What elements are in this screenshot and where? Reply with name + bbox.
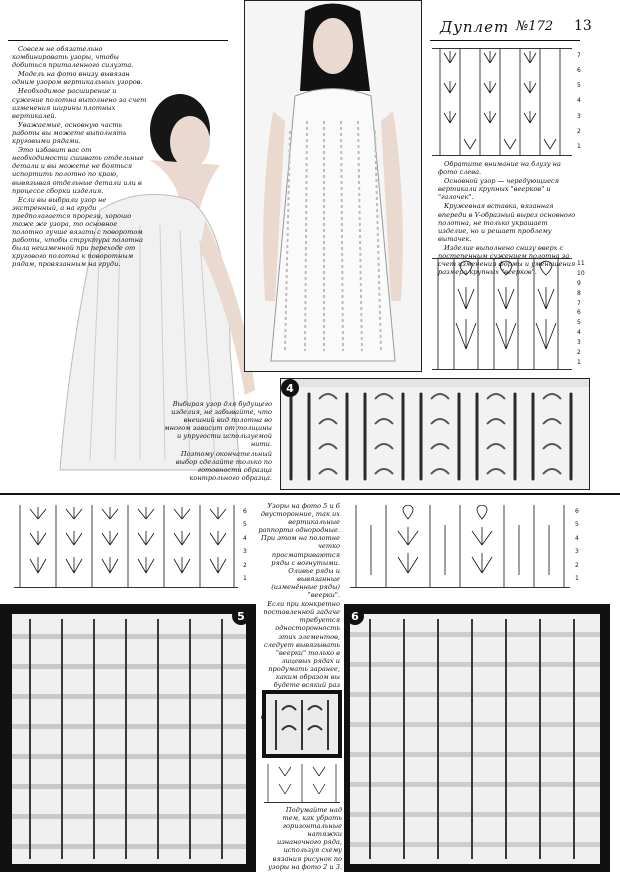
model-photo-center [244,0,422,372]
small-swatch-photo [262,690,342,758]
row-number: 1 [577,358,581,366]
small-caption [262,806,342,872]
crochet-chart-bottom-right [350,505,570,588]
paragraph: Это избавит вас от необходимости сшивать отдельные детали и вы можете не бояться испортить полотно по краю, вывязывая отдельные детали или в процессе сборки изделия. [12,146,144,195]
paragraph: Узоры на фото 5 и 6 двусторонние, так их вертикальные раппорта однородные. При этом на полотне четко просматриваются ряды с вогнутыми. Оливье ряды и вывязанные (изменённые ряды) "веерки". [258,502,340,600]
paragraph: Основной узор — чередующиеся вертикали крупных "веерков" и "галочек". [438,177,560,202]
paragraph: Совсем не обязательно комбинировать узоры, чтобы добиться приталенного силуэта. [12,45,134,70]
issue-number: №172 [516,19,554,34]
magazine-title: Дуплет [440,18,510,36]
row-number: 2 [577,127,581,135]
paragraph: Необходимое расширение и сужение полотна выполнено за счет изменения ширины плотных вертикалей. [12,87,147,120]
row-number: 3 [577,339,581,347]
swatch-photo-5 [0,604,256,872]
paragraph: Обратите внимание на блузу на фото слева. [438,160,561,177]
row-number: 7 [577,52,581,59]
row-number: 2 [575,561,579,569]
crochet-chart-top [432,48,572,156]
row-number: 4 [575,534,579,542]
row-number: 4 [243,534,247,542]
swatch-4-badge: 4 [281,379,299,397]
row-number: 5 [243,521,247,529]
paragraph: Кружевная вставка, вязанная впереди в V-образный вырез основного полотна, не только украшает изделие, но и решает проблему вытачек. [438,202,576,243]
row-number: 3 [243,548,247,556]
paragraph: Выбирая узор для будущего изделия, не забывайте, что внешний вид полотна во многом зависит от толщины и упругости используемой нити. [164,400,272,449]
row-number: 5 [577,319,581,327]
section-divider [0,493,620,495]
row-number: 6 [243,508,247,515]
row-number: 7 [577,299,581,307]
small-crochet-chart [264,764,340,803]
paragraph: Изделие выполнено снизу вверх с постепенным сужением полотна за счет изменения формы и уменьшения размера крупных "веерков". [438,243,576,277]
swatch-photo-4 [280,378,590,490]
page-number: 13 [574,18,592,34]
row-number: 8 [577,289,581,297]
row-number: 9 [577,279,581,287]
paragraph: Если при конкретно поставленной задаче требуется односторонность этих элементов, следует вывязывать "веерки" только в лицевых рядах и продумать заранее, каким образом вы будете всякий раз [263,600,340,690]
paragraph: Уважаемые, основную часть работы вы можете выполнять круговыми рядами. [12,120,127,146]
paragraph: Поэтому окончательный выбор сделайте только по готовности образца контрольного образца. [175,449,272,482]
text-column-left [12,45,147,270]
row-number: 3 [577,112,581,120]
swatch-photo-6 [344,604,610,872]
row-number: 4 [577,329,581,337]
chart-middle-row-numbers [577,260,585,366]
swatch-6-badge: 6 [346,607,364,625]
row-number: 6 [577,309,581,317]
row-number: 10 [577,269,585,277]
row-number: 5 [577,82,581,90]
chart-bottom-left-row-numbers [243,508,247,582]
row-number: 2 [577,349,581,357]
row-number: 11 [577,260,585,267]
paragraph: Модель на фото внизу вывязан одним узором вертикальных узоров. [12,70,143,87]
row-number: 6 [577,67,581,75]
paragraph: Если вы выбрали узор не экстренный, а на груди предполагается прорези, хорошо тоже же узора, то основное полотно лучше вязать с поворотом работы, чтобы структура полотна была неизменной при переходе от кругового полотна к поворотным рядам, провязанным на груди. [12,195,143,269]
crochet-chart-bottom-left [14,505,238,588]
row-number: 6 [575,508,579,515]
page-header [424,14,610,40]
top-left-rule [8,40,228,41]
row-number: 4 [577,97,581,105]
chart-top-row-numbers [577,52,581,150]
paragraph: Подумайте над тем, как убрать горизонтальные натяжки изнаночного ряда, используя схему вязания рисунок по узоры на фото 2 и 3. [268,806,342,871]
row-number: 3 [575,548,579,556]
text-column-middle [160,400,272,483]
crochet-chart-middle [432,258,572,370]
row-number: 1 [243,574,247,582]
header-rule [430,40,580,41]
swatch-5-badge: 5 [232,607,250,625]
row-number: 1 [575,574,579,582]
row-number: 1 [577,142,581,150]
row-number: 5 [575,521,579,529]
chart-bottom-right-row-numbers [575,508,579,582]
row-number: 2 [243,561,247,569]
